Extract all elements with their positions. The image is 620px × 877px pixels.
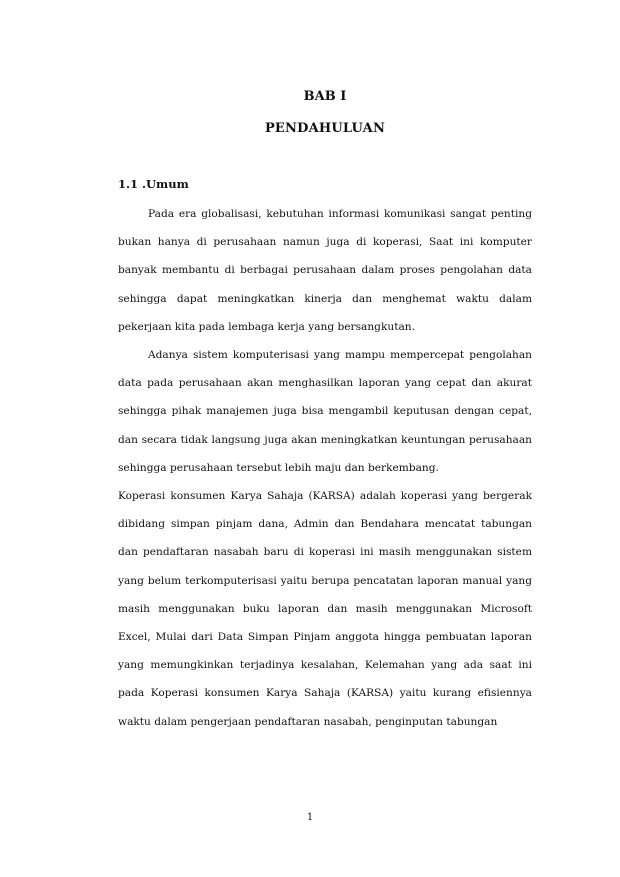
paragraph-2: Adanya sistem komputerisasi yang mampu mempercepat pengolahan data pada perusahaan akan menghasilkan laporan yang cepat dan akurat sehingga pihak manajemen juga bisa mengambil keputusan dengan cepat, dan secara tidak langsung juga akan meningkatkan keuntungan perusahaan sehingga perusahaan tersebut lebih maju dan berkembang. — [118, 349, 532, 474]
page-number: 1 — [306, 812, 314, 823]
paragraph-3: Koperasi konsumen Karya Sahaja (KARSA) adalah koperasi yang bergerak dibidang simpan pinjam dana, Admin dan Bendahara mencatat tabungan dan pendaftaran nasabah baru di koperasi ini masih menggunakan sistem yang belum terkomputerisasi yaitu berupa pencatatan laporan manual yang masih menggunakan buku laporan dan masih menggunakan Microsoft Excel, Mulai dari Data Simpan Pinjam anggota hingga pembuatan laporan yang memungkinkan terjadinya kesalahan, Kelemahan yang ada saat ini pada Koperasi konsumen Karya Sahaja (KARSA) yaitu kurang efisiennya waktu dalam pengerjaan pendaftaran nasabah, penginputan tabungan — [118, 490, 532, 728]
chapter-number: BAB I — [303, 89, 347, 104]
paragraph-1: Pada era globalisasi, kebutuhan informasi komunikasi sangat penting bukan hanya di perusahaan namun juga di koperasi, Saat ini komputer banyak membantu di berbagai perusahaan dalam proses pengolahan data sehingga dapat meningkatkan kinerja dan menghemat waktu dalam pekerjaan kita pada lembaga kerja yang bersangkutan. — [118, 208, 532, 333]
chapter-title: PENDAHULUAN — [264, 121, 386, 136]
section-heading: 1.1 .Umum — [118, 177, 189, 191]
